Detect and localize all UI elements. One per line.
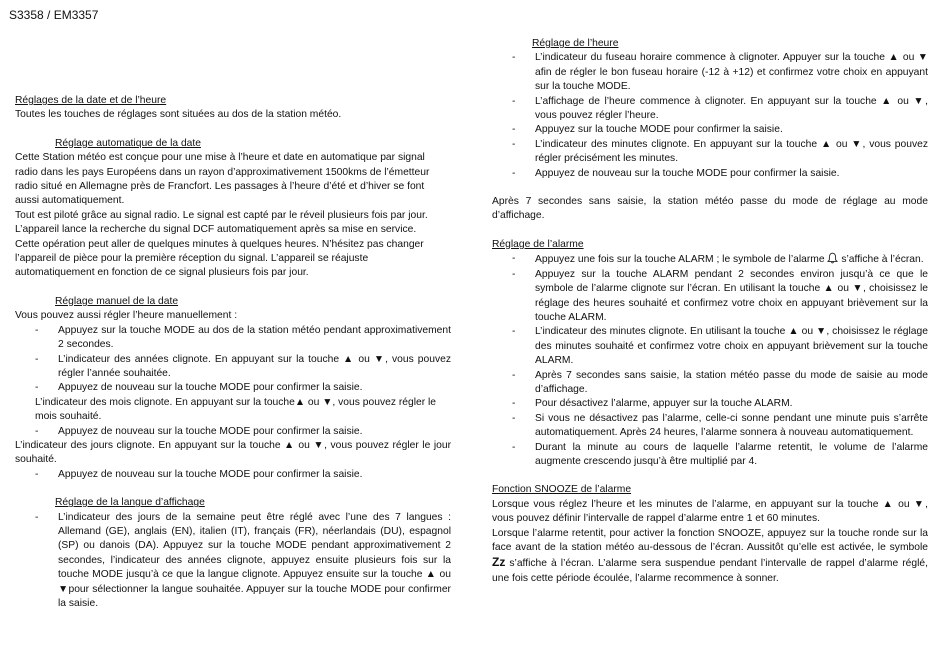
list-item: - L’indicateur des jours de la semaine peut être réglé avec l’une des 7 langues : Allemand (GE), anglais (EN), italien (IT), français (FR), néerlandais (DU), espagnol (SP) ou danois (DA). Appuyez sur la touche MODE pendant approximativement 2 secondes, l’indicateur des années clignote, appuyez ensuite plusieurs fois sur la touche MODE jusqu’à ce que la langue clignote. Appuyez ensuite sur la touche ▲ ou ▼pour sélectionner la langue souhaitée. Appuyer sur la touche MODE pour confirmer la saisie. (35, 511, 451, 609)
right-column (492, 0, 928, 586)
snooze-paragraph-1: Lorsque vous réglez l’heure et les minutes de l’alarme, en appuyant sur la touche ▲ ou ▼, vous pouvez définir l’intervalle de rappel d’alarme entre 1 et 60 minutes. (492, 498, 928, 525)
date-time-title: Réglages de la date et de l’heure (15, 95, 167, 106)
auto-line: aussi automatiquement. (15, 195, 125, 207)
auto-line: L’appareil lance la recherche du signal DCF automatiquement après sa mise en service. (15, 224, 417, 236)
alarm-title: Réglage de l’alarme (492, 238, 584, 250)
list-item: - Durant la minute au cours de laquelle l’alarme retentit, le volume de l’alarme augmente crescendo jusqu’à être multiplié par 4. (512, 441, 928, 467)
list-item: - Appuyez sur la touche ALARM pendant 2 secondes environ jusqu’à ce que le symbole de l’alarme clignote sur l’écran. En utilisant la touche ▲ ou ▼, choisissez le réglage des heures souhaité et confirmez votre choix en appuyant brièvement sur la touche ALARM. (512, 268, 928, 323)
auto-line: Cette opération peut aller de quelques minutes à quelques heures. N’hésitez pas changer (15, 238, 424, 250)
month-text: L’indicateur des mois clignote. En appuyant sur la touche▲ ou ▼, vous pouvez régler le mois souhaité. (35, 396, 437, 423)
auto-line: automatiquement en fonction de ce signal plusieurs fois par jour. (15, 267, 309, 279)
auto-line: l’appareil de pièce pour la première réception du signal. L’appareil se réajuste (15, 253, 369, 265)
auto-date-title: Réglage automatique de la date (55, 137, 201, 149)
list-item: - Après 7 secondes sans saisie, la station météo passe du mode de saisie au mode d’affichage. (512, 369, 928, 395)
list-item: - L’indicateur du fuseau horaire commence à clignoter. Appuyer sur la touche ▲ ou ▼ afin de régler le bon fuseau horaire (-12 à +12) et confirmez votre choix en appuyant sur la touche MODE. (512, 52, 928, 93)
list-item: - Appuyez de nouveau sur la touche MODE pour confirmer la saisie. (35, 468, 363, 480)
list-item: - Appuyez de nouveau sur la touche MODE pour confirmer la saisie. (512, 167, 840, 179)
list-item: - L’affichage de l’heure commence à clignoter. En appuyant sur la touche ▲ ou ▼, vous pouvez régler l’heure. (512, 95, 928, 122)
auto-line: Tout est piloté grâce au signal radio. Le signal est capté par le réveil plusieurs fois par jour. (15, 209, 428, 221)
auto-line: Cette Station météo est conçue pour une mise à l’heure et date en automatique par signal (15, 152, 425, 164)
list-item: - L’indicateur des années clignote. En appuyant sur la touche ▲ ou ▼, vous pouvez régler l’année souhaitée. (35, 353, 451, 379)
list-item: - Appuyez de nouveau sur la touche MODE pour confirmer la saisie. (35, 382, 363, 394)
date-time-intro: Toutes les touches de réglages sont situées au dos de la station météo. (15, 109, 342, 121)
manual-intro: Vous pouvez aussi régler l’heure manuellement : (15, 310, 238, 322)
list-item: - Si vous ne désactivez pas l’alarme, celle-ci sonne pendant une minute puis s’arrête automatiquement. Après 24 heures, l’alarme sonnera à nouveau automatiquement. (512, 412, 928, 439)
auto-line: radio situé en Allemagne près de Francfort. Les passages à l’heure d’été et d’hiver se font (15, 181, 425, 193)
day-text: L’indicateur des jours clignote. En appuyant sur la touche ▲ ou ▼, vous pouvez régler le jour souhaité. (15, 439, 451, 466)
snooze-paragraph-2: Lorsque l’alarme retentit, pour activer la fonction SNOOZE, appuyez sur la touche ronde sur la face avant de la station météo au-dessous de l’écran. Aussitôt qu’elle est activée, le symbole Zz s’affiche à l’écran. L’alarme sera suspendue pendant l’intervalle de rappel d’alarme réglé, une fois cette période écoulée, l’alarme recommence à sonner. (492, 527, 928, 584)
snooze-zz-icon: Zz (492, 555, 506, 570)
alarm-bell-icon (827, 252, 838, 264)
left-column (15, 0, 451, 611)
list-item: - Appuyez sur la touche MODE pour confirmer la saisie. (512, 124, 783, 136)
model-header: S3358 / EM3357 (9, 8, 99, 22)
list-item: - Appuyez une fois sur la touche ALARM ; le symbole de l’alarme s’affiche à l’écran. (512, 253, 924, 266)
list-item: - Appuyez de nouveau sur la touche MODE pour confirmer la saisie. (35, 425, 363, 437)
list-item: - L’indicateur des minutes clignote. En appuyant sur la touche ▲ ou ▼, vous pouvez régler précisément les minutes. (512, 138, 928, 165)
language-title: Réglage de la langue d’affichage (55, 497, 205, 509)
snooze-title: Fonction SNOOZE de l’alarme (492, 484, 632, 496)
hour-after: Après 7 secondes sans saisie, la station météo passe du mode de réglage au mode d’affichage. (492, 196, 928, 222)
hour-title: Réglage de l’heure (532, 38, 619, 49)
list-item: - Appuyez sur la touche MODE au dos de la station météo pendant approximativement 2 secondes. (35, 324, 451, 351)
manual-date-title: Réglage manuel de la date (55, 295, 179, 307)
auto-line: radio dans les pays Européens dans un rayon d’approximativement 1500kms de l’émetteur (15, 166, 430, 178)
list-item: - Pour désactivez l’alarme, appuyer sur la touche ALARM. (512, 398, 793, 410)
list-item: - L’indicateur des minutes clignote. En utilisant la touche ▲ ou ▼, choisissez le réglage des minutes souhaité et confirmez votre choix en appuyant brièvement sur la touche ALARM. (512, 326, 928, 367)
